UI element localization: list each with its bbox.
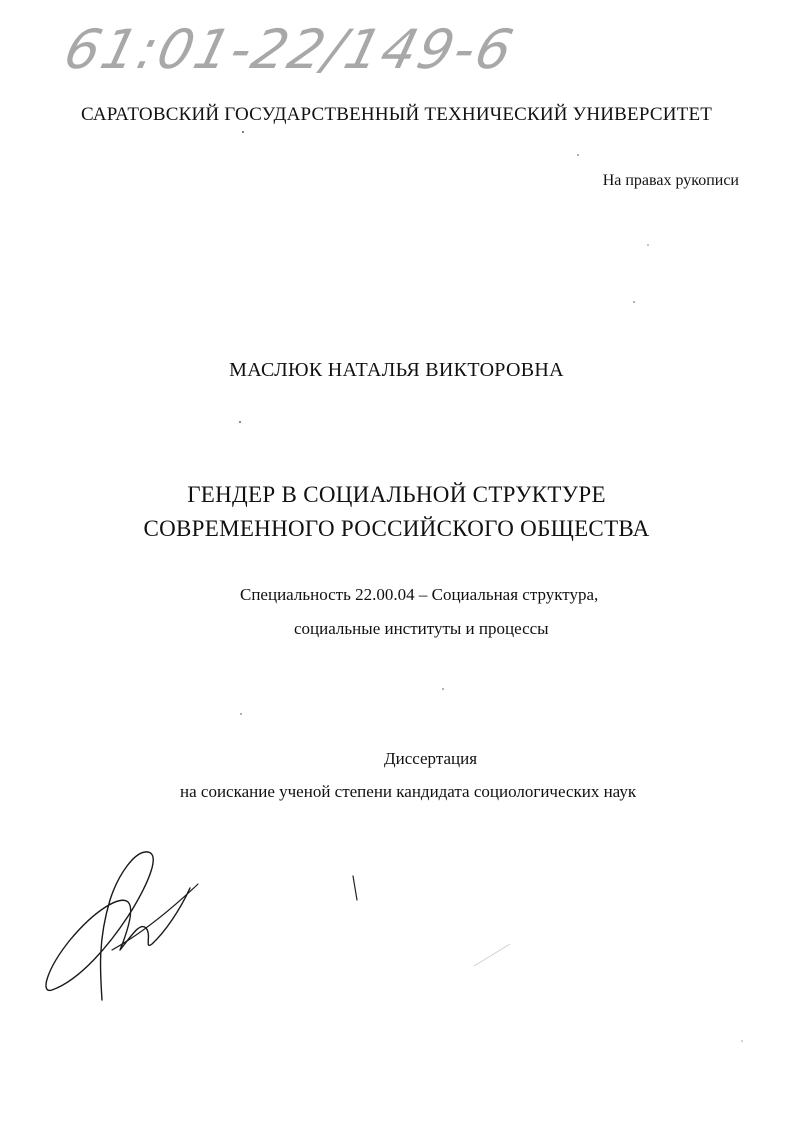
document-type: Диссертация <box>384 749 478 768</box>
manuscript-rights-note: На правах рукописи <box>602 172 739 189</box>
specialty-line-1: Специальность 22.00.04 – Социальная структура, <box>240 585 599 604</box>
signature-icon <box>40 840 200 1010</box>
archive-code-handwritten: 61:01-22/149-6 <box>58 18 521 81</box>
dissertation-title-line-2: СОВРЕМЕННОГО РОССИЙСКОГО ОБЩЕСТВА <box>143 516 650 541</box>
stray-pen-mark <box>350 874 362 904</box>
faint-scan-line <box>472 940 512 970</box>
university-name: САРАТОВСКИЙ ГОСУДАРСТВЕННЫЙ ТЕХНИЧЕСКИЙ УНИВЕРСИТЕТ <box>80 104 713 125</box>
author-name: МАСЛЮК НАТАЛЬЯ ВИКТОРОВНА <box>229 359 564 381</box>
specialty-line-2: социальные институты и процессы <box>294 619 549 638</box>
dissertation-title-line-1: ГЕНДЕР В СОЦИАЛЬНОЙ СТРУКТУРЕ <box>187 482 606 507</box>
degree-purpose: на соискание ученой степени кандидата социологических наук <box>180 782 637 801</box>
